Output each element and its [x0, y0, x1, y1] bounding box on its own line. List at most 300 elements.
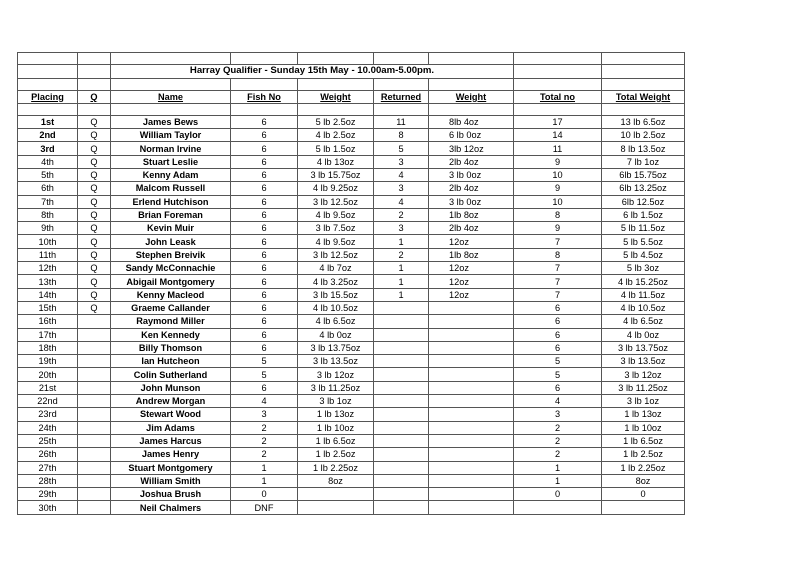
cell-total-weight: 1 lb 10oz: [602, 421, 685, 434]
cell-fish-no: 1: [231, 461, 298, 474]
cell-placing: 22nd: [18, 395, 78, 408]
cell-total-weight: 7 lb 1oz: [602, 155, 685, 168]
cell-weight: 4 lb 9.5oz: [298, 208, 374, 221]
cell-returned: 1: [374, 235, 429, 248]
cell-fish-no: 6: [231, 248, 298, 261]
results-table: [17, 52, 685, 515]
cell-returned: [374, 315, 429, 328]
cell-total-no: 5: [514, 355, 602, 368]
header-name: Name: [111, 90, 231, 103]
cell-total-no: 9: [514, 155, 602, 168]
cell-placing: 27th: [18, 461, 78, 474]
cell-total-weight: 13 lb 6.5oz: [602, 115, 685, 128]
cell-weight: 1 lb 6.5oz: [298, 434, 374, 447]
header-fish-no: Fish No: [231, 90, 298, 103]
cell-placing: 7th: [18, 195, 78, 208]
cell-returned-weight: 1lb 8oz: [429, 208, 514, 221]
cell-qualifier: Q: [78, 208, 111, 221]
cell-placing: 23rd: [18, 408, 78, 421]
cell-name: Sandy McConnachie: [111, 262, 231, 275]
cell-fish-no: 6: [231, 315, 298, 328]
cell-name: Erlend Hutchison: [111, 195, 231, 208]
cell-name: Ian Hutcheon: [111, 355, 231, 368]
cell-returned-weight: 2lb 4oz: [429, 155, 514, 168]
cell-total-weight: 8 lb 13.5oz: [602, 142, 685, 155]
table-row: [18, 315, 685, 328]
table-row: [18, 235, 685, 248]
cell-qualifier: Q: [78, 288, 111, 301]
cell-total-no: 2: [514, 434, 602, 447]
cell-total-weight: 0: [602, 488, 685, 501]
cell-returned-weight: [429, 395, 514, 408]
cell-total-no: 1: [514, 461, 602, 474]
cell-total-weight: 6lb 12.5oz: [602, 195, 685, 208]
table-row: [18, 208, 685, 221]
cell-returned: 3: [374, 182, 429, 195]
cell-placing: 24th: [18, 421, 78, 434]
header-returned-weight: Weight: [429, 90, 514, 103]
cell-total-no: 2: [514, 421, 602, 434]
cell-total-no: 6: [514, 301, 602, 314]
cell-fish-no: DNF: [231, 501, 298, 514]
cell-fish-no: 6: [231, 182, 298, 195]
cell-weight: 3 lb 15.5oz: [298, 288, 374, 301]
cell-name: Norman Irvine: [111, 142, 231, 155]
cell-name: William Smith: [111, 474, 231, 487]
cell-name: Kevin Muir: [111, 222, 231, 235]
cell-name: Malcom Russell: [111, 182, 231, 195]
cell-returned: 8: [374, 129, 429, 142]
cell-returned: [374, 461, 429, 474]
cell-total-no: 9: [514, 222, 602, 235]
cell-name: Brian Foreman: [111, 208, 231, 221]
table-row: [18, 488, 685, 501]
cell-weight: 1 lb 2.25oz: [298, 461, 374, 474]
cell-placing: 11th: [18, 248, 78, 261]
cell-total-weight: 1 lb 13oz: [602, 408, 685, 421]
header-placing: Placing: [18, 90, 78, 103]
cell-placing: 20th: [18, 368, 78, 381]
table-row: [18, 155, 685, 168]
table-row: [18, 262, 685, 275]
cell-returned-weight: [429, 488, 514, 501]
table-row: [18, 168, 685, 181]
cell-returned: 1: [374, 288, 429, 301]
cell-name: James Henry: [111, 448, 231, 461]
cell-weight: 4 lb 9.25oz: [298, 182, 374, 195]
cell-total-weight: 4 lb 0oz: [602, 328, 685, 341]
cell-name: William Taylor: [111, 129, 231, 142]
cell-qualifier: [78, 474, 111, 487]
cell-qualifier: Q: [78, 142, 111, 155]
cell-name: Ken Kennedy: [111, 328, 231, 341]
cell-qualifier: [78, 368, 111, 381]
cell-name: Kenny Adam: [111, 168, 231, 181]
table-row: [18, 355, 685, 368]
cell-placing: 21st: [18, 381, 78, 394]
cell-fish-no: 6: [231, 381, 298, 394]
cell-total-no: 6: [514, 341, 602, 354]
cell-weight: 4 lb 13oz: [298, 155, 374, 168]
cell-total-weight: 5 lb 3oz: [602, 262, 685, 275]
cell-returned-weight: [429, 474, 514, 487]
cell-qualifier: Q: [78, 248, 111, 261]
cell-returned: 2: [374, 208, 429, 221]
cell-weight: 1 lb 13oz: [298, 408, 374, 421]
cell-returned-weight: 2lb 4oz: [429, 182, 514, 195]
cell-fish-no: 6: [231, 168, 298, 181]
cell-qualifier: Q: [78, 168, 111, 181]
cell-total-weight: 5 lb 11.5oz: [602, 222, 685, 235]
cell-fish-no: 6: [231, 195, 298, 208]
table-row: [18, 395, 685, 408]
cell-returned-weight: [429, 355, 514, 368]
cell-qualifier: Q: [78, 222, 111, 235]
cell-qualifier: [78, 395, 111, 408]
cell-total-no: 10: [514, 168, 602, 181]
cell-total-no: 2: [514, 448, 602, 461]
spacer-row: [18, 78, 685, 90]
table-row: [18, 182, 685, 195]
cell-placing: 4th: [18, 155, 78, 168]
cell-weight: 4 lb 0oz: [298, 328, 374, 341]
cell-total-no: 11: [514, 142, 602, 155]
table-row: [18, 381, 685, 394]
header-row: [18, 90, 685, 103]
cell-placing: 30th: [18, 501, 78, 514]
cell-name: Graeme Callander: [111, 301, 231, 314]
cell-weight: 4 lb 3.25oz: [298, 275, 374, 288]
cell-returned: [374, 395, 429, 408]
cell-fish-no: 6: [231, 208, 298, 221]
cell-placing: 14th: [18, 288, 78, 301]
cell-returned-weight: [429, 434, 514, 447]
cell-qualifier: [78, 501, 111, 514]
cell-placing: 16th: [18, 315, 78, 328]
cell-returned-weight: [429, 461, 514, 474]
table-row: [18, 275, 685, 288]
cell-weight: 3 lb 1oz: [298, 395, 374, 408]
cell-weight: 5 lb 2.5oz: [298, 115, 374, 128]
cell-total-no: [514, 501, 602, 514]
header-q: Q: [78, 90, 111, 103]
cell-returned: [374, 301, 429, 314]
header-weight: Weight: [298, 90, 374, 103]
cell-qualifier: Q: [78, 129, 111, 142]
cell-total-no: 6: [514, 315, 602, 328]
title-row: [18, 65, 685, 79]
cell-returned-weight: [429, 501, 514, 514]
cell-returned-weight: 3 lb 0oz: [429, 168, 514, 181]
cell-total-no: 1: [514, 474, 602, 487]
cell-name: Stuart Leslie: [111, 155, 231, 168]
table-row: [18, 301, 685, 314]
table-row: [18, 501, 685, 514]
cell-fish-no: 1: [231, 474, 298, 487]
cell-fish-no: 6: [231, 222, 298, 235]
cell-returned: 11: [374, 115, 429, 128]
cell-placing: 13th: [18, 275, 78, 288]
cell-total-no: 7: [514, 262, 602, 275]
cell-fish-no: 6: [231, 235, 298, 248]
cell-qualifier: Q: [78, 195, 111, 208]
cell-total-weight: 6 lb 1.5oz: [602, 208, 685, 221]
cell-name: Stewart Wood: [111, 408, 231, 421]
cell-qualifier: Q: [78, 235, 111, 248]
cell-total-no: 6: [514, 328, 602, 341]
cell-placing: 29th: [18, 488, 78, 501]
cell-weight: [298, 488, 374, 501]
cell-returned-weight: 12oz: [429, 235, 514, 248]
table-row: [18, 368, 685, 381]
table-row: [18, 142, 685, 155]
cell-total-weight: 6lb 15.75oz: [602, 168, 685, 181]
cell-total-weight: 3 lb 13.5oz: [602, 355, 685, 368]
cell-returned-weight: [429, 341, 514, 354]
cell-weight: 4 lb 6.5oz: [298, 315, 374, 328]
cell-returned-weight: 12oz: [429, 262, 514, 275]
cell-qualifier: [78, 341, 111, 354]
cell-total-weight: 4 lb 11.5oz: [602, 288, 685, 301]
table-row: [18, 448, 685, 461]
cell-qualifier: [78, 434, 111, 447]
cell-total-no: 7: [514, 288, 602, 301]
table-row: [18, 408, 685, 421]
cell-placing: 12th: [18, 262, 78, 275]
cell-weight: 3 lb 15.75oz: [298, 168, 374, 181]
cell-name: John Leask: [111, 235, 231, 248]
cell-returned: [374, 341, 429, 354]
cell-returned: [374, 488, 429, 501]
cell-fish-no: 5: [231, 355, 298, 368]
cell-placing: 6th: [18, 182, 78, 195]
cell-total-no: 7: [514, 275, 602, 288]
cell-weight: 3 lb 12.5oz: [298, 195, 374, 208]
cell-placing: 10th: [18, 235, 78, 248]
cell-total-weight: 6lb 13.25oz: [602, 182, 685, 195]
table-row: [18, 288, 685, 301]
cell-qualifier: [78, 328, 111, 341]
cell-qualifier: [78, 461, 111, 474]
cell-fish-no: 3: [231, 408, 298, 421]
cell-name: Andrew Morgan: [111, 395, 231, 408]
cell-weight: 4 lb 9.5oz: [298, 235, 374, 248]
cell-returned-weight: [429, 301, 514, 314]
cell-name: Stephen Breivik: [111, 248, 231, 261]
cell-fish-no: 2: [231, 434, 298, 447]
cell-returned-weight: 3lb 12oz: [429, 142, 514, 155]
cell-returned: 5: [374, 142, 429, 155]
cell-name: John Munson: [111, 381, 231, 394]
sheet-title: Harray Qualifier - Sunday 15th May - 10.00am-5.00pm.: [111, 65, 514, 79]
cell-placing: 26th: [18, 448, 78, 461]
cell-qualifier: [78, 355, 111, 368]
cell-returned: [374, 421, 429, 434]
cell-total-weight: 5 lb 4.5oz: [602, 248, 685, 261]
cell-placing: 19th: [18, 355, 78, 368]
cell-weight: 3 lb 13.75oz: [298, 341, 374, 354]
cell-returned: [374, 381, 429, 394]
cell-returned: 3: [374, 155, 429, 168]
cell-weight: 4 lb 2.5oz: [298, 129, 374, 142]
cell-weight: 3 lb 12oz: [298, 368, 374, 381]
cell-returned-weight: 12oz: [429, 288, 514, 301]
cell-total-no: 10: [514, 195, 602, 208]
cell-name: Joshua Brush: [111, 488, 231, 501]
cell-returned-weight: 6 lb 0oz: [429, 129, 514, 142]
cell-total-weight: 1 lb 6.5oz: [602, 434, 685, 447]
cell-placing: 2nd: [18, 129, 78, 142]
cell-returned-weight: 3 lb 0oz: [429, 195, 514, 208]
cell-total-no: 8: [514, 248, 602, 261]
cell-placing: 9th: [18, 222, 78, 235]
cell-qualifier: [78, 448, 111, 461]
cell-placing: 18th: [18, 341, 78, 354]
cell-placing: 28th: [18, 474, 78, 487]
header-returned: Returned: [374, 90, 429, 103]
cell-weight: 1 lb 2.5oz: [298, 448, 374, 461]
cell-qualifier: [78, 408, 111, 421]
cell-fish-no: 6: [231, 115, 298, 128]
cell-total-weight: [602, 501, 685, 514]
cell-qualifier: Q: [78, 301, 111, 314]
cell-returned-weight: [429, 408, 514, 421]
cell-name: Jim Adams: [111, 421, 231, 434]
cell-returned-weight: [429, 381, 514, 394]
table-row: [18, 474, 685, 487]
table-row: [18, 461, 685, 474]
cell-total-no: 5: [514, 368, 602, 381]
cell-placing: 1st: [18, 115, 78, 128]
cell-name: Stuart Montgomery: [111, 461, 231, 474]
table-row: [18, 421, 685, 434]
cell-returned: [374, 368, 429, 381]
table-row: [18, 129, 685, 142]
cell-qualifier: Q: [78, 155, 111, 168]
cell-qualifier: Q: [78, 182, 111, 195]
cell-total-weight: 4 lb 15.25oz: [602, 275, 685, 288]
cell-returned: [374, 474, 429, 487]
cell-qualifier: [78, 421, 111, 434]
cell-fish-no: 6: [231, 301, 298, 314]
cell-returned: [374, 328, 429, 341]
cell-returned: 4: [374, 195, 429, 208]
cell-name: Neil Chalmers: [111, 501, 231, 514]
cell-returned: 4: [374, 168, 429, 181]
spacer-row: [18, 103, 685, 115]
header-total-no: Total no: [514, 90, 602, 103]
cell-name: Raymond Miller: [111, 315, 231, 328]
cell-total-no: 4: [514, 395, 602, 408]
cell-returned: [374, 448, 429, 461]
cell-total-no: 8: [514, 208, 602, 221]
cell-returned: [374, 434, 429, 447]
cell-qualifier: [78, 381, 111, 394]
cell-total-weight: 5 lb 5.5oz: [602, 235, 685, 248]
cell-placing: 17th: [18, 328, 78, 341]
cell-total-no: 14: [514, 129, 602, 142]
cell-weight: [298, 501, 374, 514]
cell-fish-no: 4: [231, 395, 298, 408]
cell-weight: 8oz: [298, 474, 374, 487]
cell-total-no: 17: [514, 115, 602, 128]
cell-weight: 5 lb 1.5oz: [298, 142, 374, 155]
cell-weight: 4 lb 10.5oz: [298, 301, 374, 314]
cell-weight: 4 lb 7oz: [298, 262, 374, 275]
cell-fish-no: 6: [231, 275, 298, 288]
cell-qualifier: [78, 488, 111, 501]
cell-total-weight: 4 lb 6.5oz: [602, 315, 685, 328]
cell-returned-weight: 1lb 8oz: [429, 248, 514, 261]
cell-fish-no: 6: [231, 341, 298, 354]
cell-total-weight: 3 lb 11.25oz: [602, 381, 685, 394]
cell-returned: [374, 408, 429, 421]
cell-total-weight: 3 lb 12oz: [602, 368, 685, 381]
cell-fish-no: 2: [231, 421, 298, 434]
cell-total-no: 9: [514, 182, 602, 195]
cell-total-weight: 4 lb 10.5oz: [602, 301, 685, 314]
cell-total-weight: 8oz: [602, 474, 685, 487]
cell-returned-weight: [429, 328, 514, 341]
header-total-weight: Total Weight: [602, 90, 685, 103]
cell-qualifier: [78, 315, 111, 328]
cell-weight: 3 lb 7.5oz: [298, 222, 374, 235]
cell-fish-no: 5: [231, 368, 298, 381]
cell-total-weight: 1 lb 2.5oz: [602, 448, 685, 461]
cell-fish-no: 6: [231, 155, 298, 168]
table-row: [18, 222, 685, 235]
table-row: [18, 115, 685, 128]
cell-total-no: 3: [514, 408, 602, 421]
cell-name: James Bews: [111, 115, 231, 128]
cell-total-no: 6: [514, 381, 602, 394]
cell-returned: 2: [374, 248, 429, 261]
cell-total-weight: 1 lb 2.25oz: [602, 461, 685, 474]
cell-total-weight: 3 lb 1oz: [602, 395, 685, 408]
cell-weight: 3 lb 11.25oz: [298, 381, 374, 394]
table-row: [18, 328, 685, 341]
table-row: [18, 248, 685, 261]
cell-qualifier: Q: [78, 115, 111, 128]
cell-returned: [374, 501, 429, 514]
cell-placing: 8th: [18, 208, 78, 221]
cell-returned-weight: [429, 315, 514, 328]
cell-name: James Harcus: [111, 434, 231, 447]
cell-placing: 25th: [18, 434, 78, 447]
cell-total-weight: 10 lb 2.5oz: [602, 129, 685, 142]
table-row: [18, 195, 685, 208]
cell-name: Billy Thomson: [111, 341, 231, 354]
cell-returned: 1: [374, 262, 429, 275]
cell-total-no: 0: [514, 488, 602, 501]
cell-fish-no: 6: [231, 262, 298, 275]
cell-weight: 3 lb 12.5oz: [298, 248, 374, 261]
cell-returned: 1: [374, 275, 429, 288]
cell-returned: 3: [374, 222, 429, 235]
cell-returned-weight: 2lb 4oz: [429, 222, 514, 235]
cell-qualifier: Q: [78, 275, 111, 288]
cell-weight: 1 lb 10oz: [298, 421, 374, 434]
cell-name: Kenny Macleod: [111, 288, 231, 301]
cell-returned-weight: [429, 421, 514, 434]
cell-fish-no: 2: [231, 448, 298, 461]
cell-fish-no: 0: [231, 488, 298, 501]
cell-placing: 3rd: [18, 142, 78, 155]
cell-weight: 3 lb 13.5oz: [298, 355, 374, 368]
cell-returned: [374, 355, 429, 368]
cell-placing: 15th: [18, 301, 78, 314]
cell-name: Colin Sutherland: [111, 368, 231, 381]
